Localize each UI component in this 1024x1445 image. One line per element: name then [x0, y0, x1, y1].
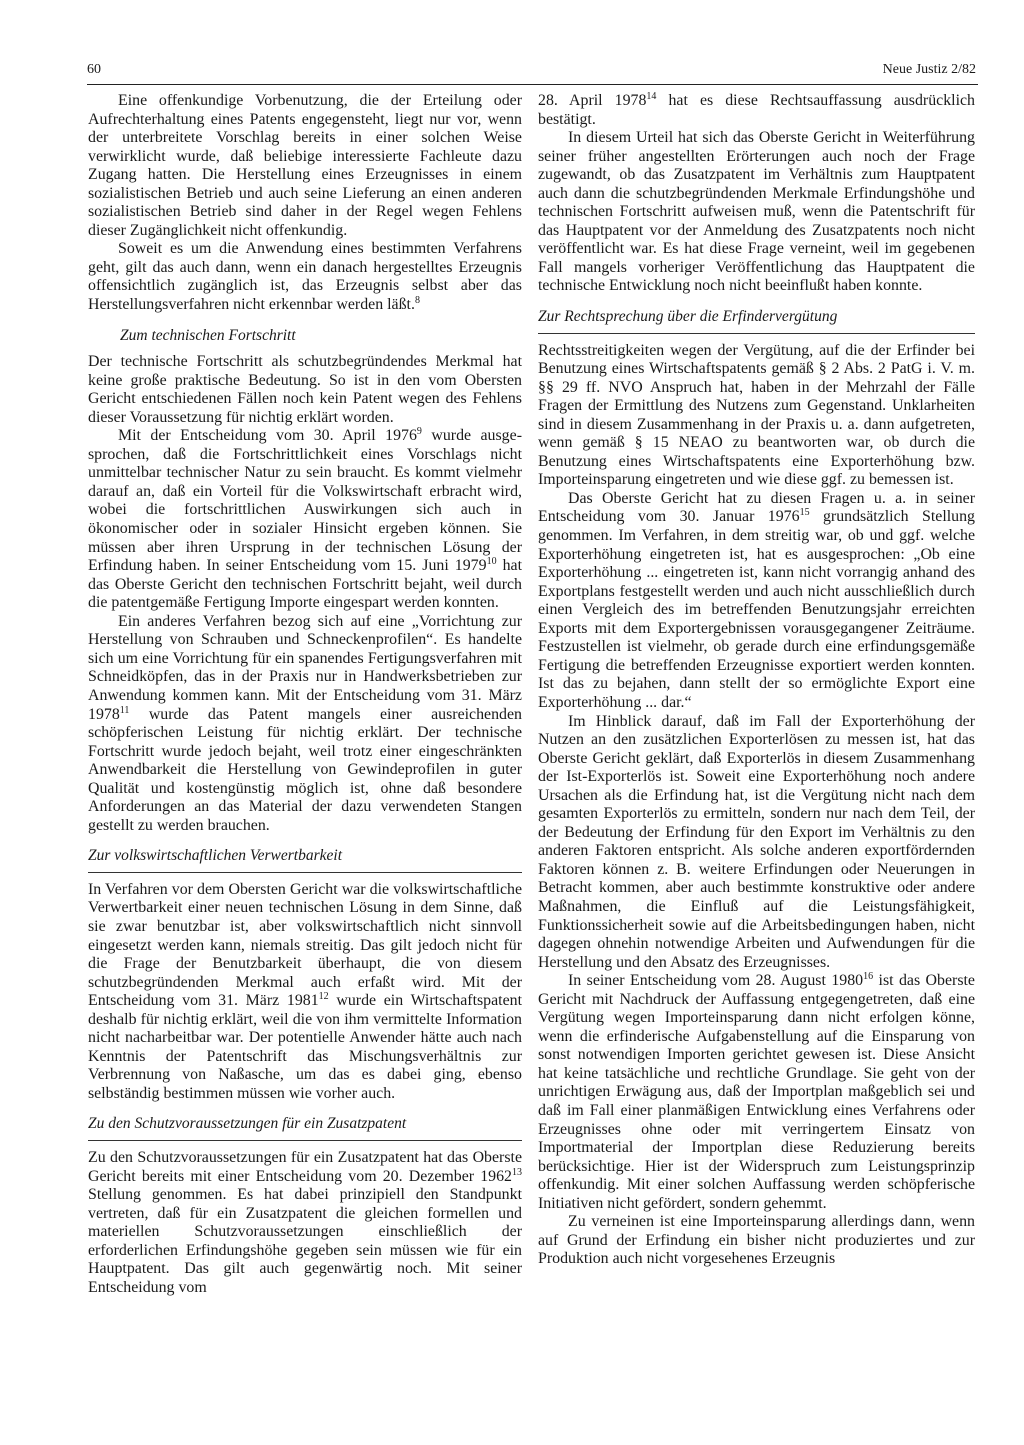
body-paragraph: [538, 713, 975, 973]
body-paragraph: [538, 342, 975, 490]
section-heading: [538, 308, 975, 334]
paragraph-text: hat das Oberste Gericht den technischen Fortschritt bejaht, weil durch die patentgemäße Fertigung Importe eingespart werden konnten.: [88, 557, 522, 612]
section-heading-text: Zu den Schutzvoraussetzungen für ein Zusatzpatent: [88, 1115, 407, 1133]
section-heading-text: Zur volkswirtschaftlichen Verwertbarkeit: [88, 847, 343, 865]
paragraph-text: wurde ausgesprochen, daß die Fortschrittlichkeit eines Vorschlags nicht unmittelbar technischer Natur zu sein braucht. Es kommt vielmehr darauf an, daß ein Vorteil für die Volkswirtschaft erbracht wird, wobei die fortschrittlichen Auswirkungen sich auch in ökonomischer oder in sozialer Hinsicht ergeben können. Sie müssen aber ihren Ursprung in der technischen Lösung der Erfindung haben. In seiner Entscheidung vom 15. Juni 1979: [88, 427, 522, 575]
right-column: [538, 92, 975, 1269]
paragraph-text: Eine offenkundige Vorbenutzung, die der Erteilung oder Aufrechterhaltung eines Patents engegensteht, liegt nur vor, wenn der unterbreitete Vorschlag bereits in einer solchen Weise verwirklicht wurde, daß beliebige interessierte Fachleute dazu Zugang hatten. Die Herstellung eines Erzeugnisses in einem sozialistischen Betrieb und auch seine Lieferung an einen anderen sozialistischen Betrieb sind daher in der Regel wegen Fehlens dieser Zugänglichkeit nicht offenkundig.: [88, 92, 522, 239]
paragraph-text: Das Oberste Gericht hat zu diesen Fragen u. a. in seiner Entscheidung vom 30. Januar 1976: [538, 489, 975, 526]
footnote-ref: 15: [799, 507, 810, 519]
paragraph-text: Soweit es um die Anwendung eines bestimmten Verfahrens geht, gilt das auch dann, wenn ein danach hergestelltes Erzeugnis offensichtlich zugänglich ist, das Erzeugnis selbst aber das Herstellungsverfahren nicht erkennbar werden läßt.: [88, 240, 522, 314]
left-column: [88, 92, 522, 1297]
body-paragraph: [88, 613, 522, 836]
body-paragraph: [538, 92, 975, 129]
footnote-ref: 16: [863, 971, 874, 983]
body-paragraph: [88, 881, 522, 1104]
section-heading: [88, 1115, 522, 1141]
paragraph-text: Ein anderes Verfahren bezog sich auf eine „Vorrichtung zur Herstellung von Schrauben und Schneckenprofilen“. Es handelte sich um eine Vorrichtung für ein spanendes Fertigungsverfahren mit Schneidköpfen, das in der Praxis nur in Handwerksbetrieben zur Anwendung kommen kann. Mit der Entscheidung vom 31. März 1978: [88, 612, 522, 723]
footnote-ref: 8: [414, 295, 420, 307]
paragraph-text: Zu den Schutzvoraussetzungen für ein Zusatzpatent hat das Oberste Gericht bereits mit einer Entscheidung vom 20. Dezember 1962: [88, 1148, 522, 1185]
paragraph-text: Im Hinblick darauf, daß im Fall der Exporterhöhung der Nutzen an den zusätzlichen Exporterlösen zu messen ist, hat das Oberste Gericht geklärt, daß Exporterlös in diesem Zusammenhang der Ist-Exporterlös ist. Soweit eine Exporterhöhung noch andere Ursachen als die Erfindung hat, ist die Vergütung nicht nach dem gesamten Exporterlös zu ermitteln, sondern nur nach dem Teil, der der Bedeutung der Erfindung für den Export im Verhältnis zu den anderen Faktoren entspricht. Als solche anderen exportfördernden Faktoren können z. B. weitere Erfindungen oder Neuerungen in Betracht kommen, aber auch bestimmte konstruktive oder andere Maßnahmen, die Einfluß auf die Leistungsfähigkeit, Funktionssicherheit sowie auf die Arbeitsbedingungen haben, nicht dagegen ohnehin notwendige Arbeiten und Aufwendungen für die Herstellung und den Absatz des Erzeugnisses.: [538, 712, 975, 971]
footnote-ref: 10: [486, 556, 497, 568]
journal-issue: Neue Justiz 2/82: [882, 62, 976, 77]
paragraph-text: hat es diese Rechtsauffassung ausdrücklich bestätigt.: [538, 92, 975, 128]
page-header: [87, 60, 978, 85]
footnote-ref: 13: [512, 1166, 522, 1178]
footnote-ref: 12: [318, 991, 329, 1003]
paragraph-text: In Verfahren vor dem Obersten Gericht war die volkswirtschaftliche Verwertbarkeit einer neuen technischen Lösung in dem Sinne, daß sie zwar benutzbar ist, aber volkswirtschaftlich nicht sinnvoll eingesetzt werden kann, niemals streitig. Das gilt jedoch nicht für die Frage der Benutzbarkeit überhaupt, die von diesem schutzbegründenden Merkmal auch erfaßt wird. Mit der Entscheidung vom 31. März 1981: [88, 880, 522, 1010]
paragraph-text: ist das Oberste Gericht mit Nachdruck der Auffassung entgegengetreten, daß eine Vergütung wegen Importeinsparung dann nicht erfolgen könne, wenn die erfinderische Aufgabenstellung auf die Einsparung von sonst notwendigen Importen gerichtet gewesen ist. Diese Ansicht hat keine tatsächliche und rechtliche Grundlage. Sie geht von der unrichtigen Erwägung aus, daß der Importplan maßgeblich sei und daß im Fall einer planmäßigen Entwicklung eines Verfahrens oder Erzeugnisses ohne oder mit verringertem Einsatz von Importmaterial der Importplan diese Reduzierung bereits berücksichtige. Hier ist der Widerspruch zum Leistungsprinzip offenkundig. Mit einer solchen Auffassung werden schöpferische Initiativen nicht gefördert, sondern gehemmt.: [538, 972, 975, 1212]
paragraph-text: Der technische Fortschritt als schutzbegründendes Merkmal hat keine große praktische Bedeutung. So ist in den vom Obersten Gericht entschiedenen Fällen noch kein Patent wegen des Fehlens dieser Voraussetzung für nichtig erklärt worden.: [88, 353, 522, 426]
paragraph-text: Stellung genommen. Es hat dabei prinzipiell den Standpunkt vertreten, daß für ein Zusatzpatent die gleichen formellen und materiellen Schutzvoraussetzungen einschließlich der erforderlichen Erfindungshöhe gegeben sein müssen wie für ein Hauptpatent. Das gilt auch gegenwärtig noch. Mit seiner Entscheidung vom: [88, 1186, 522, 1296]
paragraph-text: Rechtsstreitigkeiten wegen der Vergütung, auf die der Erfinder bei Benutzung eines Wirtschaftspatents gemäß § 2 Abs. 2 PatG i. V. m. §§ 29 ff. NVO Anspruch hat, haben in der Mehrzahl der Fälle Fragen der Ermittlung des Nutzens zum Gegenstand. Unklarheiten sind in diesem Zusammenhang in der Praxis u. a. dann aufgetreten, wenn gemäß § 15 NEAO zu beantworten war, ob durch die Benutzung eines Wirtschaftspatents eine Exporterhöhung bzw. Importeinsparung eingetreten und wie diese ggf. zu bemessen ist.: [538, 341, 975, 489]
section-heading: [88, 327, 522, 346]
footnote-ref: 11: [119, 704, 130, 716]
body-paragraph: [88, 1149, 522, 1297]
body-paragraph: [88, 353, 522, 427]
body-paragraph: [538, 972, 975, 1213]
page-number: 60: [87, 62, 101, 77]
paragraph-text: 28. April 1978: [538, 92, 647, 109]
section-heading-text: Zur Rechtsprechung über die Erfindervergütung: [538, 308, 838, 326]
body-paragraph: [88, 427, 522, 612]
paragraph-text: In diesem Urteil hat sich das Oberste Gericht in Weiterführung seiner früher angestellten Erörterungen auch noch der Frage zugewandt, ob das Zusatzpatent im Verhältnis zum Hauptpatent auch dann die schutzbegründenden Merkmale Erfindungshöhe und technischen Fortschritt aufweisen muß, wenn die Patentschrift für das Hauptpatent vor der Anmeldung des Zusatzpatents noch nicht veröffentlicht war. Es hat diese Frage verneint, weil im gegebenen Fall mangels vorheriger Veröffentlichung das Hauptpatent die technische Entwicklung noch nicht beeinflußt haben konnte.: [538, 129, 975, 295]
footnote-ref: 14: [646, 91, 657, 102]
body-paragraph: [88, 92, 522, 240]
section-heading-text: Zum technischen Fortschritt: [120, 326, 296, 344]
body-paragraph: [538, 1213, 975, 1269]
body-paragraph: [88, 240, 522, 314]
body-paragraph: [538, 129, 975, 296]
paragraph-text: Mit der Entscheidung vom 30. April 1976: [118, 427, 417, 445]
paragraph-text: wurde das Patent mangels einer ausreichenden schöpferischen Leistung für nichtig erklärt. Der technische Fortschritt wurde jedoch bejaht, weil trotz einer eingeschränkten Anwendbarkeit die Herstellung von Gewindeprofilen in guter Qualität und kostengünstig möglich ist, ohne daß besondere Anforderungen an das Material der dazu verwendeten Stangen gestellt zu werden brauchen.: [88, 705, 522, 834]
body-paragraph: [538, 490, 975, 713]
section-heading: [88, 847, 522, 873]
paragraph-text: In seiner Entscheidung vom 28. August 1980: [568, 972, 864, 990]
paragraph-text: wurde ein Wirtschaftspatent deshalb für nichtig erklärt, weil die von ihm vermittelte Information nicht nacharbeitbar war. Der potentielle Anwender hätte auch nach Kenntnis der Patentschrift das Mischungsverhältnis zur Verbrennung von Naßasche, um das es dabei ging, ebenso selbständig bestimmen müssen wie vorher auch.: [88, 992, 522, 1102]
paragraph-text: grundsätzlich Stellung genommen. Im Verfahren, in dem streitig war, ob und ggf. welche Exporterhöhung eingetreten ist, hat es ausgesprochen: „Ob eine Exporterhöhung ... eingetreten ist, kann nicht vorrangig anhand des Exportplans festgestellt werden und auch nicht ausschließlich durch einen Vergleich des im betreffenden Benutzungsjahr erreichten Exports mit dem Exportergebnissen vorausgegangener Zeiträume. Festzustellen ist vielmehr, ob gerade durch eine erfindungsgemäße Fertigung die betreffenden Erzeugnisse exportiert werden konnten. Ist das zu bejahen, dann stellt der so ermöglichte Export eine Exporterhöhung ... dar.“: [538, 508, 975, 711]
footnote-ref: 9: [416, 426, 422, 438]
paragraph-text: Zu verneinen ist eine Importeinsparung allerdings dann, wenn auf Grund der Erfindung ein bisher nicht produziertes und zur Produktion auch nicht vorgesehenes Erzeugnis: [538, 1213, 975, 1268]
